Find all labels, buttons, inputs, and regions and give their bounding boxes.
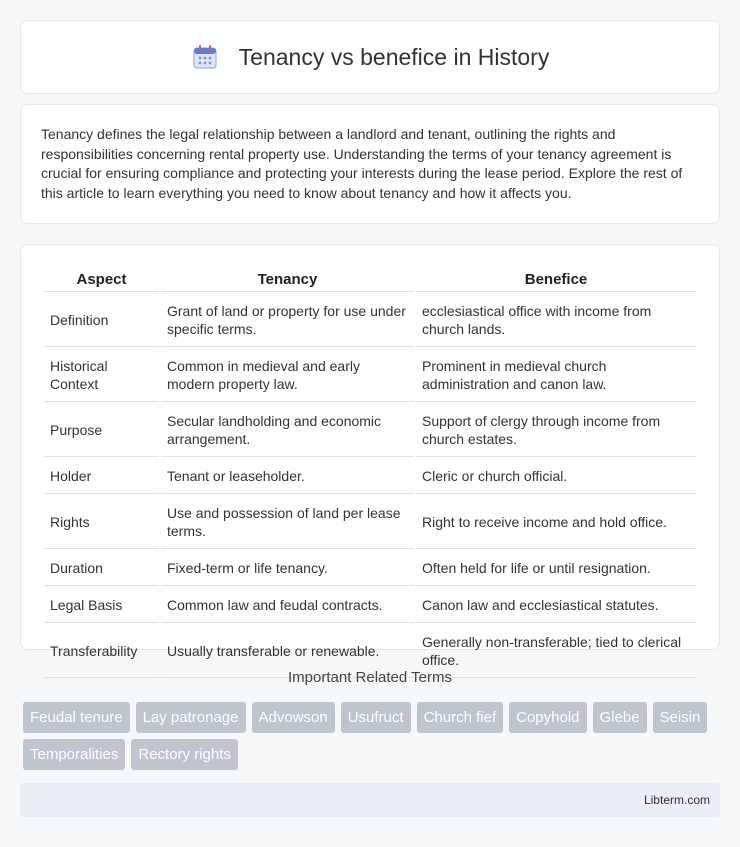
row-aspect: Rights [44, 496, 159, 549]
related-term-tag[interactable]: Usufruct [341, 702, 411, 733]
intro-paragraph: Tenancy defines the legal relationship between a landlord and tenant, outlining the rights and responsibilities concerning rental property use. Understanding the terms of your tenancy agreement is crucial for ensuring compliance and protecting your interests during the lease period. Explore the rest of this article to learn everything you need to know about tenancy and how it affects you. [41, 126, 683, 201]
row-aspect: Legal Basis [44, 588, 159, 623]
row-tenancy: Secular landholding and economic arrangement. [161, 404, 414, 457]
related-term-tag[interactable]: Advowson [252, 702, 335, 733]
row-aspect: Transferability [44, 625, 159, 678]
table-row [44, 404, 696, 457]
related-term-tag[interactable]: Copyhold [509, 702, 586, 733]
row-tenancy: Common in medieval and early modern property law. [161, 349, 414, 402]
related-term-tag[interactable]: Feudal tenure [23, 702, 130, 733]
table-row [44, 294, 696, 347]
footer-site-link[interactable]: Libterm.com [643, 793, 710, 807]
row-benefice: Cleric or church official. [416, 459, 696, 494]
row-benefice: Often held for life or until resignation. [416, 551, 696, 586]
row-benefice: Prominent in medieval church administration and canon law. [416, 349, 696, 402]
related-term-tag[interactable]: Lay patronage [136, 702, 246, 733]
related-terms-list [23, 702, 723, 776]
row-aspect: Historical Context [44, 349, 159, 402]
row-benefice: Generally non-transferable; tied to clerical office. [416, 625, 696, 678]
row-tenancy: Fixed-term or life tenancy. [161, 551, 414, 586]
comparison-table [42, 265, 698, 680]
intro-card [20, 104, 720, 224]
table-header-row [44, 267, 696, 292]
row-aspect: Holder [44, 459, 159, 494]
row-tenancy: Usually transferable or renewable. [161, 625, 414, 678]
related-term-tag[interactable]: Glebe [593, 702, 647, 733]
row-benefice: Support of clergy through income from church estates. [416, 404, 696, 457]
calendar-icon [191, 43, 219, 71]
row-aspect: Duration [44, 551, 159, 586]
row-benefice: Canon law and ecclesiastical statutes. [416, 588, 696, 623]
table-row [44, 496, 696, 549]
related-term-tag[interactable]: Temporalities [23, 739, 125, 770]
related-term-tag[interactable]: Seisin [653, 702, 708, 733]
row-tenancy: Use and possession of land per lease terms. [161, 496, 414, 549]
page-title: Tenancy vs benefice in History [238, 43, 550, 70]
table-row [44, 551, 696, 586]
row-tenancy: Common law and feudal contracts. [161, 588, 414, 623]
table-row [44, 588, 696, 623]
comparison-card [20, 244, 720, 668]
related-term-tag[interactable]: Rectory rights [131, 739, 238, 770]
related-terms-title: Important Related Terms [288, 669, 452, 686]
row-tenancy: Tenant or leaseholder. [161, 459, 414, 494]
row-aspect: Definition [44, 294, 159, 347]
table-row [44, 349, 696, 402]
header-tenancy: Tenancy [161, 267, 414, 292]
footer [20, 783, 720, 817]
table-row [44, 459, 696, 494]
title-card [20, 20, 720, 94]
row-benefice: ecclesiastical office with income from church lands. [416, 294, 696, 347]
related-term-tag[interactable]: Church fief [417, 702, 504, 733]
row-benefice: Right to receive income and hold office. [416, 496, 696, 549]
row-aspect: Purpose [44, 404, 159, 457]
row-tenancy: Grant of land or property for use under specific terms. [161, 294, 414, 347]
header-aspect: Aspect [44, 267, 159, 292]
header-benefice: Benefice [416, 267, 696, 292]
